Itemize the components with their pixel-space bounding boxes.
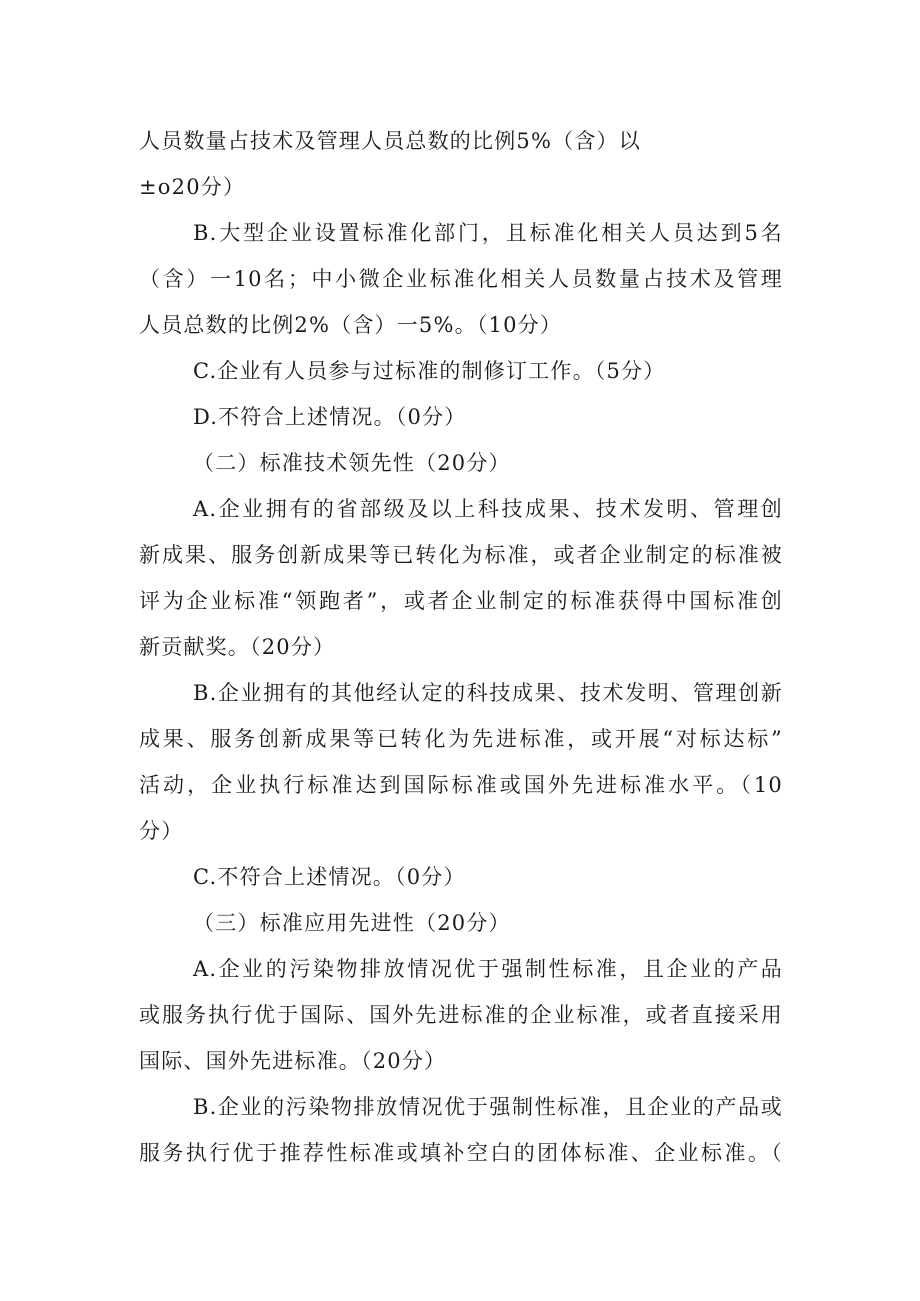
text-line: 活动，企业执行标准达到国际标准或国外先进标准水平。（10: [139, 773, 783, 797]
text-line: 评为企业标准“领跑者”，或者企业制定的标准获得中国标准创: [139, 589, 783, 613]
text-line: 新成果、服务创新成果等已转化为标准，或者企业制定的标准被: [139, 543, 783, 567]
text-line: 服务执行优于推荐性标准或填补空白的团体标准、企业标准。（: [139, 1141, 783, 1165]
text-line: 新贡献奖。（20分）: [139, 635, 336, 659]
text-line: ±o20分）: [139, 175, 246, 199]
text-line: C.企业有人员参与过标准的制修订工作。（5分）: [193, 359, 666, 383]
text-line: B.企业的污染物排放情况优于强制性标准，且企业的产品或: [193, 1095, 783, 1119]
text-line: （三）标准应用先进性（20分）: [193, 911, 511, 935]
text-line: （二）标准技术领先性（20分）: [193, 451, 511, 475]
text-line: 人员数量占技术及管理人员总数的比例5%（含）以: [139, 129, 641, 153]
text-line: B.企业拥有的其他经认定的科技成果、技术发明、管理创新: [193, 681, 783, 705]
text-line: A.企业拥有的省部级及以上科技成果、技术发明、管理创: [193, 497, 783, 521]
text-line: 分）: [139, 819, 184, 843]
text-line: C.不符合上述情况。（0分）: [193, 865, 466, 889]
text-line: 成果、服务创新成果等已转化为先进标准，或开展“对标达标”: [139, 727, 783, 751]
text-line: D.不符合上述情况。（0分）: [193, 405, 467, 429]
text-line: （含）一10名；中小微企业标准化相关人员数量占技术及管理: [139, 267, 783, 291]
text-line: 或服务执行优于国际、国外先进标准的企业标准，或者直接采用: [139, 1003, 783, 1027]
text-line: 人员总数的比例2%（含）一5%。（10分）: [139, 313, 563, 337]
text-line: A.企业的污染物排放情况优于强制性标准，且企业的产品: [193, 957, 783, 981]
document-body: [139, 118, 783, 1176]
text-line: B.大型企业设置标准化部门，且标准化相关人员达到5名: [193, 221, 783, 245]
text-line: 国际、国外先进标准。（20分）: [139, 1049, 447, 1073]
